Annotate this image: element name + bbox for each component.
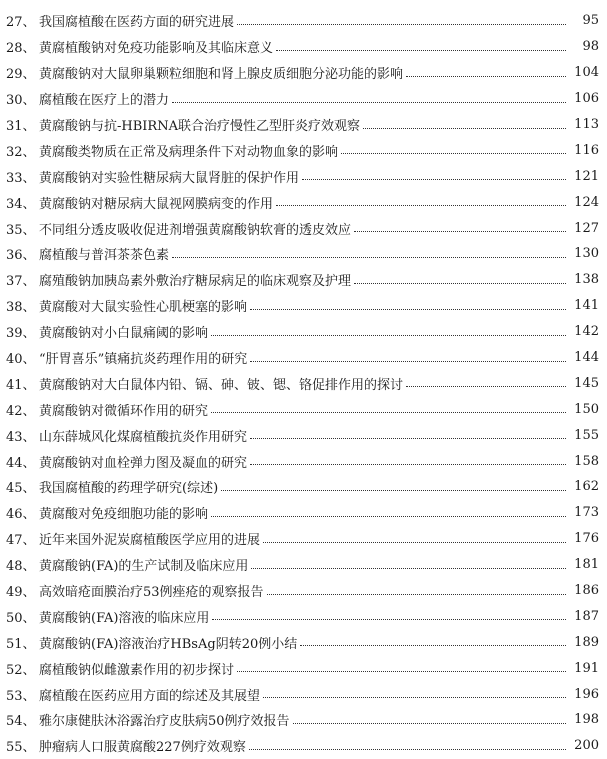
toc-entry-title: 腐植酸与普洱茶茶色素 xyxy=(39,248,170,264)
toc-entry-number: 53、 xyxy=(6,688,36,704)
toc-entry-number: 47、 xyxy=(6,533,36,549)
toc-entry-title: 黄腐酸钠对小白鼠痛阈的影响 xyxy=(39,326,209,342)
dot-leader xyxy=(354,230,566,232)
toc-entry xyxy=(0,267,607,293)
dot-leader xyxy=(302,178,566,180)
toc-entry-title: 黄腐酸钠(FA)溶液的临床应用 xyxy=(39,610,210,626)
toc-entry-number: 39、 xyxy=(6,326,36,342)
toc-entry-page-number: 173 xyxy=(574,505,599,521)
toc-entry xyxy=(0,8,607,34)
dot-leader xyxy=(363,127,566,129)
toc-entry-number: 51、 xyxy=(6,636,36,652)
toc-entry-number: 45、 xyxy=(6,481,36,497)
toc-entry-page-number: 196 xyxy=(574,686,599,702)
dot-leader xyxy=(406,75,566,77)
toc-entry-title: “肝胃喜乐”镇痛抗炎药理作用的研究 xyxy=(39,352,248,368)
toc-entry xyxy=(0,163,607,189)
toc-entry-page-number: 127 xyxy=(574,220,599,236)
toc-entry xyxy=(0,189,607,215)
dot-leader xyxy=(406,385,566,387)
dot-leader xyxy=(263,696,566,698)
toc-entry-page-number: 98 xyxy=(582,39,599,55)
toc-entry-title: 黄腐酸钠对大鼠卵巢颗粒细胞和肾上腺皮质细胞分泌功能的影响 xyxy=(39,67,404,83)
toc-entry-page-number: 145 xyxy=(574,375,599,391)
toc-entry-page-number: 158 xyxy=(574,453,599,469)
toc-entry xyxy=(0,578,607,604)
toc-entry xyxy=(0,422,607,448)
toc-entry-title: 黄腐酸钠对大白鼠体内铅、镉、砷、铍、锶、铬促排作用的探讨 xyxy=(39,377,404,393)
toc-entry-page-number: 138 xyxy=(574,272,599,288)
toc-entry-number: 32、 xyxy=(6,144,36,160)
toc-entry-page-number: 144 xyxy=(574,350,599,366)
toc-entry-number: 49、 xyxy=(6,585,36,601)
toc-entry-title: 雅尔康健肤沐浴露治疗皮肤病50例疗效报告 xyxy=(39,714,290,730)
toc-entry-number: 48、 xyxy=(6,559,36,575)
toc-entry-number: 34、 xyxy=(6,196,36,212)
toc-entry-number: 50、 xyxy=(6,610,36,626)
toc-entry-number: 35、 xyxy=(6,222,36,238)
dot-leader xyxy=(237,23,566,25)
toc-entry-title: 不同组分透皮吸收促进剂增强黄腐酸钠软膏的透皮效应 xyxy=(39,222,352,238)
toc-entry-title: 黄腐酸钠对糖尿病大鼠视网膜病变的作用 xyxy=(39,196,274,212)
toc-entry xyxy=(0,448,607,474)
toc-entry xyxy=(0,241,607,267)
dot-leader xyxy=(276,49,566,51)
toc-entry-number: 44、 xyxy=(6,455,36,471)
toc-entry xyxy=(0,655,607,681)
toc-entry-title: 腐植酸在医药应用方面的综述及其展望 xyxy=(39,688,261,704)
toc-entry xyxy=(0,474,607,500)
toc-entry-number: 40、 xyxy=(6,352,36,368)
toc-entry xyxy=(0,215,607,241)
dot-leader xyxy=(251,567,566,569)
toc-entry-title: 腐植酸在医疗上的潜力 xyxy=(39,93,170,109)
toc-entry-title: 黄腐酸对大鼠实验性心肌梗塞的影响 xyxy=(39,300,248,316)
dot-leader xyxy=(172,101,566,103)
toc-entry-number: 33、 xyxy=(6,170,36,186)
toc-entry-title: 腐殖酸钠加胰岛素外敷治疗糖尿病足的临床观察及护理 xyxy=(39,274,352,290)
dot-leader xyxy=(250,437,566,439)
toc-entry-page-number: 116 xyxy=(574,142,599,158)
dot-leader xyxy=(249,748,566,750)
toc-entry-page-number: 187 xyxy=(574,608,599,624)
dot-leader xyxy=(237,670,566,672)
toc-entry xyxy=(0,137,607,163)
toc-entry-page-number: 121 xyxy=(574,168,599,184)
toc-entry-number: 29、 xyxy=(6,67,36,83)
toc-entry-title: 黄腐酸钠对血栓弹力图及凝血的研究 xyxy=(39,455,248,471)
toc-entry-title: 黄腐酸钠(FA)溶液治疗HBsAg阴转20例小结 xyxy=(39,636,298,652)
toc-entry-page-number: 141 xyxy=(574,298,599,314)
toc-entry-title: 黄腐酸钠与抗-HBIRNA联合治疗慢性乙型肝炎疗效观察 xyxy=(39,119,360,134)
dot-leader xyxy=(212,618,566,620)
toc-entry xyxy=(0,293,607,319)
dot-leader xyxy=(250,360,566,362)
toc-entry-title: 高效暗疮面膜治疗53例痤疮的观察报告 xyxy=(39,585,264,601)
toc-entry xyxy=(0,552,607,578)
dot-leader xyxy=(293,722,566,724)
toc-entry-page-number: 95 xyxy=(582,13,599,29)
toc-entry-page-number: 198 xyxy=(574,712,599,728)
dot-leader xyxy=(172,256,566,258)
toc-entry-number: 31、 xyxy=(6,119,36,134)
toc-entry-number: 36、 xyxy=(6,248,36,264)
toc-entry xyxy=(0,86,607,112)
toc-entry-number: 30、 xyxy=(6,93,36,109)
toc-entry xyxy=(0,34,607,60)
toc-entry-number: 54、 xyxy=(6,714,36,730)
toc-entry xyxy=(0,707,607,733)
toc-entry-title: 我国腐植酸在医药方面的研究进展 xyxy=(39,15,235,31)
toc-entry-number: 28、 xyxy=(6,41,36,57)
toc-entry-page-number: 181 xyxy=(574,557,599,573)
toc-entry-number: 42、 xyxy=(6,403,36,419)
toc-entry-page-number: 191 xyxy=(574,660,599,676)
toc-entry-page-number: 142 xyxy=(574,324,599,340)
dot-leader xyxy=(211,334,566,336)
toc-entry-page-number: 113 xyxy=(574,117,599,132)
toc-entry-page-number: 106 xyxy=(574,91,599,107)
toc-entry-page-number: 155 xyxy=(574,427,599,443)
toc-entry-title: 黄腐酸钠对微循环作用的研究 xyxy=(39,403,209,419)
toc-entry-title: 近年来国外泥炭腐植酸医学应用的进展 xyxy=(39,533,261,549)
toc-entry xyxy=(0,603,607,629)
toc-entry xyxy=(0,629,607,655)
toc-entry-page-number: 176 xyxy=(574,531,599,547)
toc-entry-title: 黄腐酸钠(FA)的生产试制及临床应用 xyxy=(39,559,249,575)
toc-entry-page-number: 200 xyxy=(574,738,599,754)
toc-entry xyxy=(0,370,607,396)
toc-entry-page-number: 150 xyxy=(574,401,599,417)
toc-entry-page-number: 162 xyxy=(574,479,599,495)
dot-leader xyxy=(221,489,566,491)
dot-leader xyxy=(276,204,566,206)
toc-entry-number: 41、 xyxy=(6,377,36,393)
toc-entry xyxy=(0,681,607,707)
toc-entry-number: 38、 xyxy=(6,300,36,316)
toc-entry-number: 46、 xyxy=(6,507,36,523)
toc-entry-number: 43、 xyxy=(6,429,36,445)
dot-leader xyxy=(354,282,566,284)
toc-entry-title: 肿瘤病人口服黄腐酸227例疗效观察 xyxy=(39,740,246,756)
toc-entry-number: 37、 xyxy=(6,274,36,290)
toc-entry-title: 黄腐酸钠对实验性糖尿病大鼠肾脏的保护作用 xyxy=(39,170,300,186)
toc-entry-title: 黄腐酸对免疫细胞功能的影响 xyxy=(39,507,209,523)
toc-entry xyxy=(0,500,607,526)
toc-entry xyxy=(0,345,607,371)
table-of-contents xyxy=(0,8,607,759)
toc-entry-number: 55、 xyxy=(6,740,36,756)
dot-leader xyxy=(250,308,566,310)
toc-entry xyxy=(0,396,607,422)
toc-entry-page-number: 186 xyxy=(574,583,599,599)
toc-entry xyxy=(0,60,607,86)
dot-leader xyxy=(211,411,566,413)
dot-leader xyxy=(341,152,566,154)
toc-entry xyxy=(0,319,607,345)
toc-entry-number: 27、 xyxy=(6,15,36,31)
toc-entry-title: 黄腐酸类物质在正常及病理条件下对动物血象的影响 xyxy=(39,144,339,160)
toc-entry-title: 山东薛城风化煤腐植酸抗炎作用研究 xyxy=(39,429,248,445)
dot-leader xyxy=(250,463,566,465)
toc-entry-page-number: 104 xyxy=(574,65,599,81)
dot-leader xyxy=(267,593,566,595)
toc-entry xyxy=(0,526,607,552)
toc-entry xyxy=(0,733,607,759)
toc-entry-page-number: 124 xyxy=(574,194,599,210)
toc-entry-page-number: 130 xyxy=(574,246,599,262)
toc-entry-title: 腐植酸钠似雌激素作用的初步探讨 xyxy=(39,662,235,678)
dot-leader xyxy=(263,541,566,543)
toc-entry xyxy=(0,112,607,138)
toc-entry-title: 我国腐植酸的药理学研究(综述) xyxy=(39,481,219,497)
toc-entry-number: 52、 xyxy=(6,662,36,678)
toc-entry-title: 黄腐植酸钠对免疫功能影响及其临床意义 xyxy=(39,41,274,57)
toc-entry-page-number: 189 xyxy=(574,634,599,650)
dot-leader xyxy=(300,644,566,646)
dot-leader xyxy=(211,515,566,517)
